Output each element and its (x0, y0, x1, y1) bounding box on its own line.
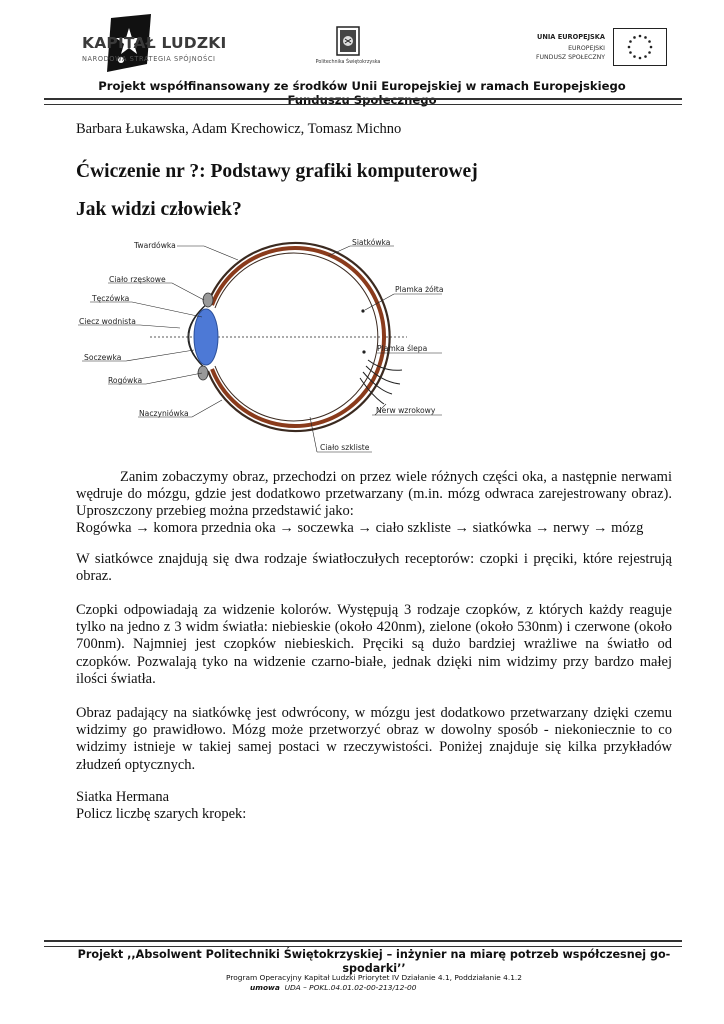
visual-pathway-chain: Rogówka → komora przednia oka → soczewka → ciało szkliste → siatkówka → nerwy → mózg (76, 520, 644, 536)
eu-star (629, 51, 632, 54)
authors: Barbara Łukawska, Adam Krechowicz, Tomasz Michno (76, 121, 402, 137)
hermann-grid-task: Policz liczbę szarych kropek: (76, 806, 247, 822)
eu-flag-icon (613, 28, 667, 66)
eu-fund-line2: FUNDUSZ SPOŁECZNY (535, 54, 605, 61)
paragraph-illusions (76, 705, 672, 774)
label-cialo-szkliste: Ciało szkliste (320, 443, 370, 452)
paragraph-cones-line: 700nm). Najmniej jest czopków niebieskich. (76, 636, 363, 653)
eu-star (644, 36, 647, 39)
paragraph-rods-line: Pręciki są dużo bardziej wrażliwe na światło od czopków. Pozwalają tyko na widzenie czarno-białe, (76, 636, 672, 670)
kapital-ludzki-subtitle: NARODOWA STRATEGIA SPÓJNOŚCI (82, 55, 216, 63)
eu-star (639, 57, 642, 60)
kapital-ludzki-title: KAPITAŁ LUDZKI (82, 34, 227, 52)
paragraph-intro-line: wędruje do mózgu, gdzie jest dodatkowo przetwarzany (m.in. mózg odwraca zarejestrowany obraz). (76, 486, 672, 503)
paragraph-receptors (76, 551, 672, 585)
paragraph-cones-line: tylko na jedno z 3 widm światła: niebieskie (około 420nm), zielone (około 530nm) i czerwone (około (76, 619, 672, 636)
eu-star (650, 46, 653, 49)
label-rogowka: Rogówka (108, 376, 143, 385)
footer-contract-label: umowa (250, 983, 280, 992)
ciliary-body-bottom (198, 366, 208, 380)
eu-fund-line1: EUROPEJSKI (568, 45, 605, 52)
lens (194, 309, 218, 365)
footer-contract (250, 983, 416, 992)
paragraph-intro (76, 469, 672, 521)
eye-anatomy-diagram (72, 232, 452, 460)
cofinancing-statement: Projekt współfinansowany ze środków Unii Europejskiej w ramach Europejskiego Funduszu Społecznego (98, 79, 626, 107)
eu-star (628, 46, 631, 49)
label-plamka-zolta: Plamka żółta (395, 285, 444, 294)
ciliary-body-top (203, 293, 213, 307)
label-naczyniowka: Naczyniówka (139, 409, 189, 418)
eu-star (648, 51, 651, 54)
paragraph-cones-rods (76, 602, 672, 688)
paragraph-intro-line: Uproszczony przebieg można przedstawić jako: (76, 503, 354, 520)
label-ciecz-wodnista: Ciecz wodnista (79, 317, 136, 326)
eu-star (644, 55, 647, 58)
paragraph-receptors-line: obraz. (76, 568, 112, 585)
label-plamka-slepa: Plamka ślepa (377, 344, 428, 353)
footer-program: Program Operacyjny Kapitał Ludzki Priorytet IV Działanie 4.1, Poddziałanie 4.1.2 (226, 973, 522, 982)
paragraph-rods-line: jednak dzięki nim widzimy przy bardzo małej ilości światła. (76, 653, 672, 687)
label-soczewka: Soczewka (84, 353, 122, 362)
paragraph-receptors-line: W siatkówce znajdują się dwa rodzaje światłoczułych receptorów: czopki i pręciki, które rejestrują (76, 551, 672, 567)
university-emblem-icon (336, 26, 360, 56)
eu-star (648, 40, 651, 43)
exercise-title: Ćwiczenie nr ?: Podstawy grafiki komputerowej (76, 161, 478, 182)
paragraph-illusions-line: złudzeń optycznych. (76, 756, 196, 773)
paragraph-cones-line: Czopki odpowiadają za widzenie kolorów. Występują 3 rodzaje czopków, z których każdy reaguje (76, 602, 672, 618)
footer-project-name: Projekt ,,Absolwent Politechniki Świętokrzyskiej – inżynier na miarę potrzeb współczesnej go- spodarki’’ (77, 948, 671, 975)
hermann-grid-heading: Siatka Hermana (76, 789, 170, 805)
label-nerw-wzrokowy: Nerw wzrokowy (376, 406, 436, 415)
paragraph-illusions-line: Obraz padający na siatkówkę jest odwrócony, w mózgu jest dodatkowo przetwarzany dzięki czemu (76, 705, 672, 721)
eu-star (633, 55, 636, 58)
label-twardowka: Twardówka (134, 241, 176, 250)
blind-spot-dot (362, 350, 365, 353)
section-heading: Jak widzi człowiek? (76, 199, 242, 220)
label-teczowka: Tęczówka (92, 294, 130, 303)
eu-star (629, 40, 632, 43)
eu-star (633, 36, 636, 39)
paragraph-intro-line: Zanim zobaczymy obraz, przechodzi on przez wiele różnych części oka, a następnie nerwami (120, 469, 672, 485)
paragraph-illusions-line: widzimy go prawidłowo. Mózg może przetworzyć obraz w dowolny sposób - niekoniecznie to co (76, 722, 672, 739)
footer-divider (44, 940, 682, 947)
paragraph-illusions-line: widzimy istnieje w takiej samej postaci w rzeczywistości. Poniżej znajduje się kilka przykładów (76, 739, 672, 756)
eu-star (639, 35, 642, 38)
eu-title: UNIA EUROPEJSKA (536, 33, 605, 41)
label-siatkowka: Siatkówka (352, 238, 391, 247)
macula-dot (361, 309, 364, 312)
header-divider (44, 98, 682, 105)
university-name: Politechnika Świętokrzyska (315, 60, 381, 65)
footer-contract-number: UDA – POKL.04.01.02-00-213/12-00 (284, 983, 417, 992)
label-cialo-rzeskowe: Ciało rzęskowe (109, 275, 166, 284)
